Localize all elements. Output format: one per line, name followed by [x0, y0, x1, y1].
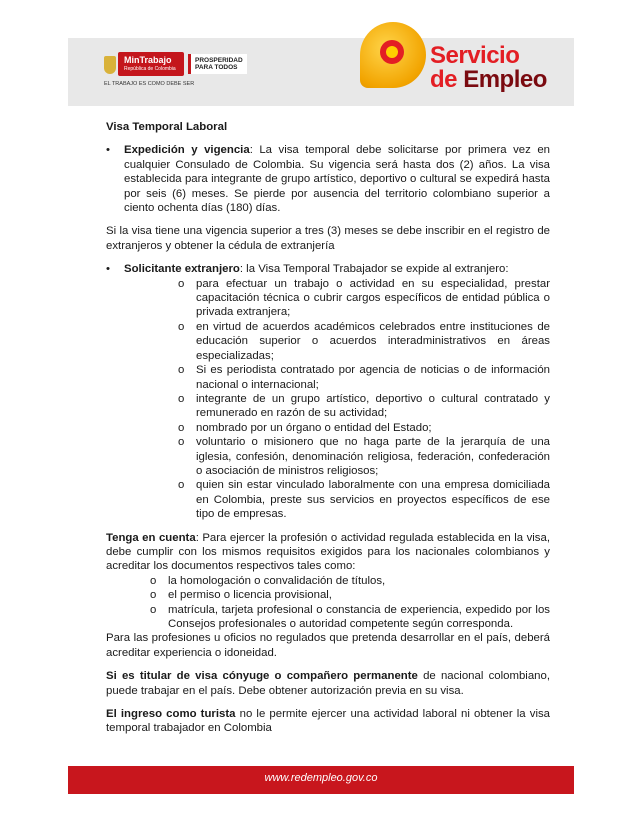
- list-item-text: nombrado por un órgano o entidad del Estado;: [196, 421, 432, 434]
- paragraph-tenga-en-cuenta: [106, 531, 550, 574]
- mintrabajo-box: [118, 52, 184, 76]
- paragraph-label: Si es titular de visa cónyuge o compañero permanente: [106, 670, 418, 683]
- servicio-empleo-badge-icon: [360, 22, 426, 88]
- bullet-label: Expedición y vigencia: [124, 144, 250, 157]
- paragraph-no-regulados: Para las profesiones u oficios no regulados que pretenda desarrollar en el país, deberá acreditar experiencia o idoneidad.: [106, 632, 550, 659]
- bullet-text: : La visa temporal debe solicitarse por primera vez en cualquier Consulado de Colombia. Su vigencia será hasta dos (2) años. La visa establecida para integrante de grupo artístico, deportivo o cultural se expedirá hasta por seis (6) meses. Se pierde por ausencia del territorio colombiano superior a ciento ochenta días (180) días.: [124, 144, 551, 215]
- gov-motto: EL TRABAJO ES COMO DEBE SER: [104, 81, 195, 87]
- list-item-text: matrícula, tarjeta profesional o constancia de experiencia, expedido por los Consejos profesionales o autoridad competente según corresponda.: [168, 603, 550, 630]
- circle-bullet-icon: o: [178, 479, 185, 492]
- bullet-icon: •: [106, 263, 110, 276]
- paragraph-text: de nacional colombiano, puede trabajar en el país. Debe obtener autorización previa en su visa.: [106, 670, 550, 697]
- list-item: [106, 277, 550, 320]
- bullet-label: Solicitante extranjero: [124, 263, 240, 276]
- document-title: Visa Temporal Laboral: [106, 121, 228, 133]
- document-body: [106, 120, 550, 736]
- circle-bullet-icon: o: [178, 421, 185, 434]
- paragraph-text: : Para ejercer la profesión o actividad regulada establecida en la visa, debe cumplir con los mismos requisitos exigidos para los nacionales colombianos y acreditar los documentos respectivos tales como:: [106, 531, 550, 573]
- bullet-text: : la Visa Temporal Trabajador se expide al extranjero:: [239, 263, 509, 276]
- paragraph-label: Tenga en cuenta: [106, 531, 196, 544]
- list-item-text: la homologación o convalidación de títulos,: [168, 574, 386, 587]
- list-item: [106, 392, 550, 421]
- mintrabajo-logo: [104, 52, 244, 92]
- brand-line-2: [430, 66, 547, 94]
- paragraph-text: no le permite ejercer una actividad laboral ni obtener la visa temporal trabajador en Colombia: [106, 708, 551, 735]
- list-item: [106, 574, 550, 588]
- paragraph-conyuge: [106, 669, 550, 698]
- list-item: [106, 421, 550, 435]
- circle-bullet-icon: o: [178, 320, 185, 333]
- bullet-expedicion: [106, 143, 550, 215]
- list-item-text: integrante de un grupo artístico, deportivo o cultural contratado y remunerado en razón de su actividad;: [196, 392, 550, 420]
- circle-bullet-icon: o: [178, 392, 185, 405]
- paragraph-registro: Si la visa tiene una vigencia superior a tres (3) meses se debe inscribir en el registro de extranjeros y obtener la cédula de extranjería: [106, 225, 550, 252]
- coat-of-arms-icon: [104, 56, 116, 74]
- circle-bullet-icon: o: [178, 436, 185, 449]
- list-item: [106, 588, 550, 602]
- list-item-text: voluntario o misionero que no haga parte de la jerarquía de una iglesia, confesión, denominación religiosa, federación, confederación o asociación de ministros religiosos;: [196, 436, 550, 477]
- paragraph-label: El ingreso como turista: [106, 708, 236, 721]
- list-item: [106, 603, 550, 632]
- target-icon: [380, 40, 404, 64]
- paragraph-turista: [106, 707, 550, 736]
- circle-bullet-icon: o: [150, 574, 157, 587]
- footer-bar: [68, 766, 574, 794]
- list-item-text: para efectuar un trabajo o actividad en su especialidad, prestar capacitación técnica o cubrir cargos específicos de entidad pública o privada extranjera;: [196, 277, 550, 319]
- list-item: [106, 363, 550, 392]
- circle-bullet-icon: o: [150, 589, 157, 602]
- list-item-text: quien sin estar vinculado laboralmente con una empresa domiciliada en Colombia, preste sus servicios en proyectos específicos de ese tipo de empresas.: [196, 479, 550, 521]
- mintrabajo-name: MinTrabajo: [124, 55, 172, 65]
- brand-line-1: Servicio: [430, 42, 520, 69]
- circle-bullet-icon: o: [178, 277, 185, 290]
- brand-line-2-b: Empleo: [463, 66, 547, 93]
- list-item-text: Si es periodista contratado por agencia de noticias o de información nacional o internacional;: [196, 364, 550, 391]
- mintrabajo-subtitle: República de Colombia: [124, 66, 176, 72]
- list-item: [106, 478, 550, 521]
- brand-line-2-a: de: [430, 66, 464, 93]
- circle-bullet-icon: o: [150, 603, 157, 616]
- circle-bullet-icon: o: [178, 364, 185, 377]
- list-item-text: en virtud de acuerdos académicos celebrados entre instituciones de educación superior o acuerdos interadministrativos en áreas especializadas;: [196, 320, 550, 362]
- prosperidad-logo: [188, 54, 247, 74]
- list-item: [106, 320, 550, 363]
- footer-url-link[interactable]: www.redempleo.gov.co: [264, 772, 378, 784]
- bullet-solicitante: [106, 262, 550, 276]
- list-item-text: el permiso o licencia provisional,: [168, 589, 332, 602]
- bullet-icon: •: [106, 144, 110, 157]
- header-banner: [68, 38, 574, 106]
- prosperidad-text: PROSPERIDAD PARA TODOS: [195, 57, 243, 71]
- list-item: [106, 435, 550, 478]
